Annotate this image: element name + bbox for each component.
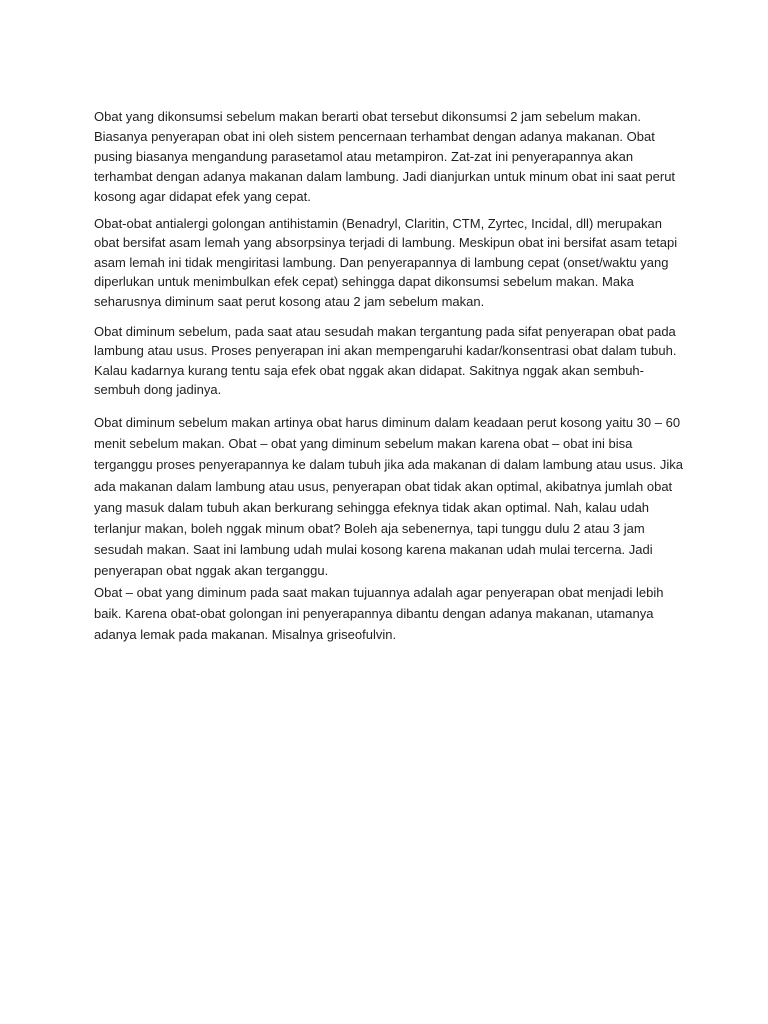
paragraph-sebelum-makan: Obat yang dikonsumsi sebelum makan berarti obat tersebut dikonsumsi 2 jam sebelum makan. Biasanya penyerapan obat ini oleh sistem pencernaan terhambat dengan adanya makanan. Obat pusing biasanya mengandung parasetamol atau metampiron. Zat-zat ini penyerapannya akan terhambat dengan adanya makanan dalam lambung. Jadi dianjurkan untuk minum obat ini saat perut kosong agar didapat efek yang cepat. xyxy=(94,109,676,204)
paragraph-penyerapan: Obat diminum sebelum, pada saat atau sesudah makan tergantung pada sifat penyerapan obat pada lambung atau usus. Proses penyerapan ini akan mempengaruhi kadar/konsentrasi obat dalam tubuh. Kalau kadarnya kurang tentu saja efek obat nggak akan didapat. Sakitnya nggak akan sembuh-sembuh dong jadinya. xyxy=(94,324,677,398)
paragraph-group-perut-kosong xyxy=(94,412,684,645)
paragraph-perut-kosong: Obat diminum sebelum makan artinya obat harus diminum dalam keadaan perut kosong yaitu 30 – 60 menit sebelum makan. Obat – obat yang diminum sebelum makan karena obat – obat ini bisa terganggu proses penyerapannya ke dalam tubuh jika ada makanan di dalam lambung atau usus. Jika ada makanan dalam lambung atau usus, penyerapan obat tidak akan optimal, akibatnya jumlah obat yang masuk dalam tubuh akan berkurang sehingga efeknya tidak akan optimal. Nah, kalau udah terlanjur makan, boleh nggak minum obat? Boleh aja sebenernya, tapi tunggu dulu 2 atau 3 jam sesudah makan. Saat ini lambung udah mulai kosong karena makanan udah mulai tercerna. Jadi penyerapan obat nggak akan terganggu. xyxy=(94,415,683,579)
paragraph-saat-makan: Obat – obat yang diminum pada saat makan tujuannya adalah agar penyerapan obat menjadi lebih baik. Karena obat-obat golongan ini penyerapannya dibantu dengan adanya makanan, utamanya adanya lemak pada makanan. Misalnya griseofulvin. xyxy=(94,584,664,643)
paragraph-antihistamin: Obat-obat antialergi golongan antihistamin (Benadryl, Claritin, CTM, Zyrtec, Incidal, dll) merupakan obat bersifat asam lemah yang absorpsinya terjadi di lambung. Meskipun obat ini bersifat asam tetapi asam lemah ini tidak mengiritasi lambung. Dan penyerapannya di lambung cepat (onset/waktu yang diperlukan untuk menimbulkan efek cepat) sehingga dapat dikonsumsi sebelum makan. Maka seharusnya diminum saat perut kosong atau 2 jam sebelum makan. xyxy=(94,216,678,309)
